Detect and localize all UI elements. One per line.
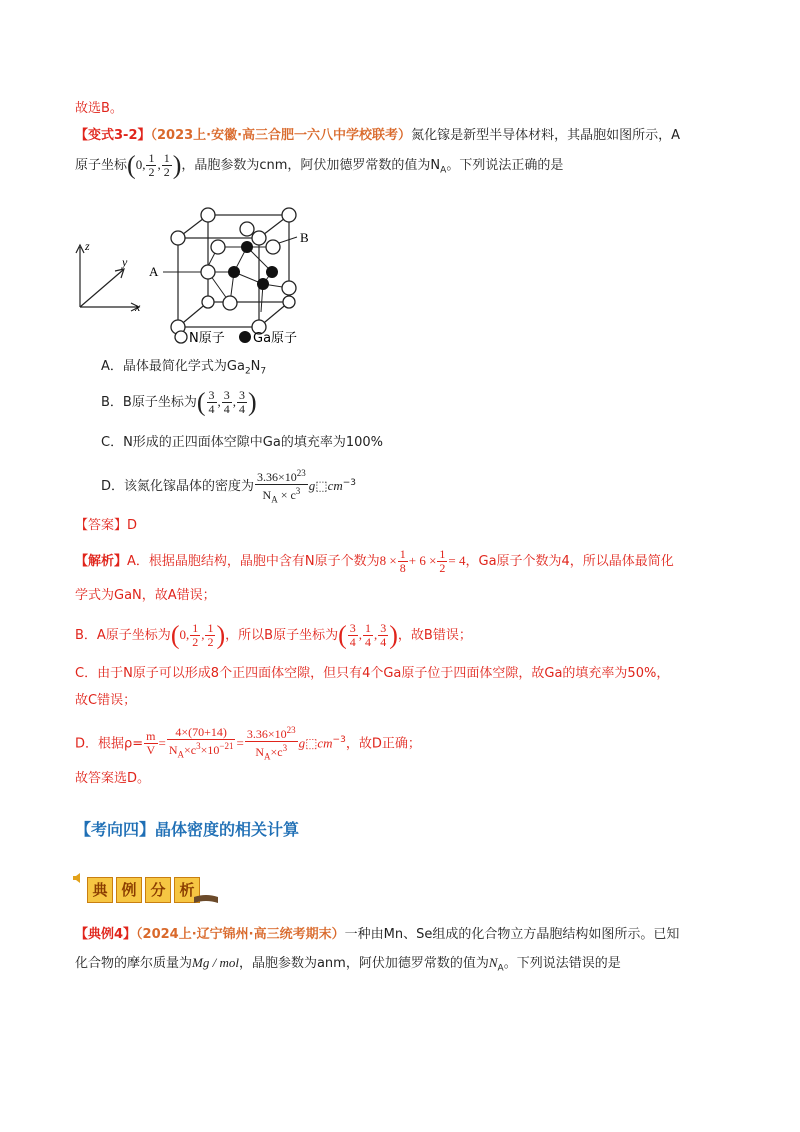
legend-ga-icon <box>239 331 251 343</box>
label-b: B <box>300 230 309 245</box>
option-a[interactable]: A．晶体最简化学式为$Ga_2N_7$ <box>101 359 267 377</box>
analysis-line3: B．A原子坐标为(0, $\frac{1}{2}$ , $\frac{1}{2}$ )，所以B原子坐标为( $\frac{3}{4}$ , $\frac{1}{4}$ , $\frac{3}{4}$ )，故B错误； <box>75 620 472 650</box>
example-stem-line1: 【典例4】（2024上·辽宁锦州·高三统考期末）一种由Mn、Se组成的化合物立方晶胞结构如图所示。已知 <box>75 927 680 942</box>
analysis-line1: 【解析】A．根据晶胞结构，晶胞中含有N原子个数为8 × $\frac{1}{8}$ + 6 × $\frac{1}{2}$ = 4，Ga原子个数为4，所以晶体最简化 <box>75 547 674 575</box>
option-d[interactable]: D．该氮化镓晶体的密度为 $\frac{3.36\times 10^{23}}{N_A \times c^3}$ $g⬚cm^{-3}$ <box>101 468 357 505</box>
banner-char-2: 例 <box>116 877 142 903</box>
variant-stem-text2b: ，晶胞参数为cnm，阿伏加德罗常数的值为N <box>181 158 441 173</box>
label-a: A <box>149 264 159 279</box>
analysis-final: 故答案选D。 <box>75 771 151 786</box>
coord-x: 0 <box>135 157 143 172</box>
variant-stem-line1 <box>75 126 680 146</box>
axis-arrows <box>76 245 139 311</box>
variant-na-sub: A <box>440 165 447 176</box>
analysis-line5: 故C错误； <box>75 693 137 708</box>
variant-tag: 【变式3-2】 <box>75 128 151 143</box>
axis-label-x: x <box>135 300 141 314</box>
banner-chars <box>87 877 200 903</box>
coord-z-frac: $\frac{1}{2}$ <box>163 151 170 179</box>
crystal-cell-figure <box>65 200 325 350</box>
option-c[interactable]: C．N形成的正四面体空隙中Ga的填充率为100% <box>101 435 384 450</box>
book-icon <box>193 893 219 905</box>
banner-char-4: 析 <box>174 877 200 903</box>
speaker-icon <box>71 871 85 885</box>
legend-n-label: N原子 <box>189 331 225 346</box>
axis-label-z: z <box>85 239 90 253</box>
variant-stem-text2a: 原子坐标 <box>75 158 128 173</box>
axis-label-y: y <box>122 255 128 269</box>
paren-open: ( <box>127 150 136 180</box>
option-b[interactable]: B．B原子坐标为( $\frac{3}{4}$ , $\frac{3}{4}$ , $\frac{3}{4}$ ) <box>101 387 257 417</box>
analysis-line2: 学式为GaN，故A错误； <box>75 588 216 603</box>
legend-n-icon <box>175 331 187 343</box>
analysis-line4: C．由于N原子可以形成8个正四面体空隙，但只有4个Ga原子位于四面体空隙，故Ga的填充率为50%， <box>75 666 670 681</box>
analysis-line6: D．根据ρ= $\frac{m}{V}$ = $\frac{4\times(70+14)}{N_A\times c^3\times 10^{-21}}$ = $\frac{3.36\times 10^{23}}{N_A\times c^3}$ $g⬚cm^{-3}$，故D正确； <box>75 725 421 762</box>
variant-source: （2023上·安徽·高三合肥一六八中学校联考） <box>150 128 412 143</box>
banner-char-3: 分 <box>145 877 171 903</box>
example-banner <box>75 871 215 907</box>
variant-stem-line2: 原子坐标(0, $\frac{1}{2}$ , $\frac{1}{2}$ )，晶胞参数为cnm，阿伏加德罗常数的值为$N_A$。下列说法正确的是 <box>75 150 564 180</box>
section-title: 【考向四】晶体密度的相关计算 <box>75 820 300 839</box>
option-d-fraction: $\frac{3.36\times 10^{23}}{N_A \times c^3}$ <box>257 468 306 505</box>
banner-char-1: 典 <box>87 877 113 903</box>
answer-line: 【答案】D <box>75 518 138 533</box>
variant-stem-text2c: 。下列说法正确的是 <box>446 158 564 173</box>
coord-y-frac: $\frac{1}{2}$ <box>148 151 155 179</box>
example-stem-line2: 化合物的摩尔质量为Mg / mol，晶胞参数为anm，阿伏加德罗常数的值为$N_A$。下列说法错误的是 <box>75 955 621 974</box>
variant-stem-text1: 氮化镓是新型半导体材料，其晶胞如图所示，A <box>411 128 680 143</box>
legend-ga-label: Ga原子 <box>253 331 298 346</box>
prev-answer-line: 故选B。 <box>75 101 123 116</box>
paren-close: ) <box>172 150 182 180</box>
